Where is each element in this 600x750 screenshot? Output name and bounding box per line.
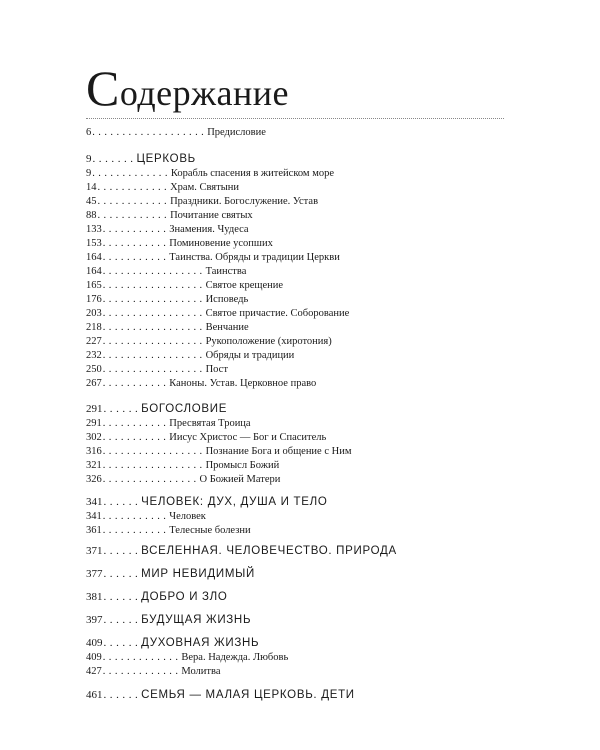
toc-page-number: 341 [86,496,103,508]
toc-entry[interactable] [86,349,294,362]
toc-leader: . . . . . . . . . . . . . [92,168,168,179]
toc-leader: . . . . . . [103,591,139,603]
toc-page-number: 88 [86,210,97,221]
toc-entry[interactable] [86,431,326,444]
toc-entry[interactable] [86,473,280,486]
toc-label: Пресвятая Троица [169,418,251,429]
toc-entry[interactable] [86,510,206,523]
toc-leader: . . . . . . [103,403,139,415]
toc-page-number: 291 [86,418,102,429]
toc-entry[interactable] [86,651,288,664]
toc-page-number: 133 [86,224,102,235]
toc-section[interactable] [86,496,327,509]
toc-page-number: 6 [86,127,92,138]
toc-leader: . . . . . . . . . . . . . . . . . [102,446,203,457]
toc-leader: . . . . . . . . . . . [102,238,167,249]
toc-label: Храм. Святыни [170,182,239,193]
toc-label: Поминовение усопших [169,238,273,249]
toc-section[interactable] [86,153,196,166]
toc-leader: . . . . . . . . . . . [102,418,167,429]
toc-label: ДУХОВНАЯ ЖИЗНЬ [141,637,260,649]
toc-page-number: 321 [86,460,102,471]
toc-leader: . . . . . . . . . . . . . . . . . [102,460,203,471]
toc-label: Пост [205,364,228,375]
toc-page-number: 427 [86,666,102,677]
page-title [86,60,289,117]
toc-entry[interactable] [86,307,349,320]
toc-page-number: 397 [86,614,103,626]
toc-leader: . . . . . . [103,496,139,508]
toc-label: ВСЕЛЕННАЯ. ЧЕЛОВЕЧЕСТВО. ПРИРОДА [141,545,397,557]
toc-label: Молитва [181,666,221,677]
toc-page-number: 164 [86,266,102,277]
toc-entry[interactable] [86,321,249,334]
toc-entry[interactable] [86,167,334,180]
toc-page-number: 341 [86,511,102,522]
toc-label: Иисус Христос — Бог и Спаситель [169,432,327,443]
toc-leader: . . . . . . . . . . . . [97,196,168,207]
toc-leader: . . . . . . . . . . . . . . . . . . . [92,127,205,138]
toc-label: Вера. Надежда. Любовь [181,652,289,663]
toc-page-number: 316 [86,446,102,457]
toc-entry[interactable] [86,181,239,194]
title-rest: одержание [119,73,289,113]
toc-page-number: 45 [86,196,97,207]
toc-page-number: 14 [86,182,97,193]
toc-page-number: 267 [86,378,102,389]
toc-label: БУДУЩАЯ ЖИЗНЬ [141,614,252,626]
toc-leader: . . . . . . . . . . . . . . . . . [102,308,203,319]
toc-leader: . . . . . . . . . . . . . . . . . [102,350,203,361]
toc-label: Промысл Божий [205,460,280,471]
toc-page-number: 361 [86,525,102,536]
toc-leader: . . . . . . . . . . . . . . . . . [102,280,203,291]
toc-page-number: 176 [86,294,102,305]
toc-entry[interactable] [86,377,316,390]
toc-section[interactable] [86,637,259,650]
toc-leader: . . . . . . [103,689,139,701]
toc-entry[interactable] [86,665,221,678]
toc-page-number: 165 [86,280,102,291]
toc-entry[interactable] [86,209,253,222]
toc-entry[interactable] [86,126,266,139]
toc-label: Каноны. Устав. Церковное право [169,378,317,389]
toc-leader: . . . . . . . . . . . . . . . . [102,474,197,485]
toc-section[interactable] [86,403,227,416]
toc-entry[interactable] [86,524,251,537]
toc-leader: . . . . . . . . . . . [102,252,167,263]
toc-label: О Божией Матери [199,474,281,485]
toc-entry[interactable] [86,265,246,278]
toc-leader: . . . . . . [103,637,139,649]
toc-leader: . . . . . . . . . . . [102,432,167,443]
toc-entry[interactable] [86,195,318,208]
toc-label: Венчание [205,322,249,333]
toc-page-number: 9 [86,168,92,179]
toc-page-number: 291 [86,403,103,415]
toc-section[interactable] [86,568,255,581]
toc-label: Таинства [205,266,247,277]
toc-leader: . . . . . . . . . . . . . . . . . [102,266,203,277]
toc-entry[interactable] [86,445,351,458]
toc-section[interactable] [86,591,227,604]
toc-label: ЧЕЛОВЕК: ДУХ, ДУША И ТЕЛО [141,496,328,508]
toc-label: Человек [169,511,206,522]
toc-section[interactable] [86,545,397,558]
toc-entry[interactable] [86,335,332,348]
toc-leader: . . . . . . . . . . . . [97,210,168,221]
toc-leader: . . . . . . . . . . . . . . . . . [102,336,203,347]
toc-label: Телесные болезни [169,525,251,536]
toc-page-number: 377 [86,568,103,580]
toc-entry[interactable] [86,459,279,472]
toc-entry[interactable] [86,363,228,376]
toc-label: БОГОСЛОВИЕ [141,403,228,415]
toc-section[interactable] [86,614,251,627]
toc-label: МИР НЕВИДИМЫЙ [141,568,255,580]
toc-label: Предисловие [207,127,266,138]
toc-page-number: 461 [86,689,103,701]
toc-leader: . . . . . . . . . . . [102,378,167,389]
toc-label: Почитание святых [170,210,253,221]
toc-entry[interactable] [86,223,249,236]
toc-label: Познание Бога и общение с Ним [205,446,352,457]
toc-entry[interactable] [86,237,273,250]
title-initial: С [86,60,120,116]
toc-leader: . . . . . . . . . . . [102,224,167,235]
toc-label: Таинства. Обряды и традиции Церкви [169,252,340,263]
toc-page-number: 326 [86,474,102,485]
toc-entry[interactable] [86,251,340,264]
toc-page-number: 153 [86,238,102,249]
toc-page-number: 9 [86,153,92,165]
toc-leader: . . . . . . . . . . . . [97,182,168,193]
title-divider [86,118,504,119]
toc-leader: . . . . . . . [92,153,134,165]
toc-entry[interactable] [86,279,283,292]
toc-leader: . . . . . . . . . . . . . . . . . [102,364,203,375]
toc-label: Рукоположение (хиротония) [205,336,332,347]
toc-leader: . . . . . . . . . . . . . . . . . [102,322,203,333]
toc-label: ЦЕРКОВЬ [136,153,196,165]
toc-leader: . . . . . . . . . . . [102,525,167,536]
toc-label: СЕМЬЯ — МАЛАЯ ЦЕРКОВЬ. ДЕТИ [141,689,355,701]
toc-section[interactable] [86,689,355,702]
toc-leader: . . . . . . . . . . . . . [102,666,179,677]
toc-page-number: 371 [86,545,103,557]
toc-page-number: 203 [86,308,102,319]
toc-page-number: 409 [86,637,103,649]
toc-page-number: 232 [86,350,102,361]
toc-page-number: 409 [86,652,102,663]
toc-label: ДОБРО И ЗЛО [141,591,228,603]
toc-label: Знамения. Чудеса [169,224,249,235]
toc-leader: . . . . . . . . . . . . . [102,652,179,663]
toc-label: Корабль спасения в житейском море [170,168,335,179]
toc-label: Святое крещение [205,280,284,291]
toc-leader: . . . . . . . . . . . [102,511,167,522]
toc-page-number: 227 [86,336,102,347]
toc-page-number: 381 [86,591,103,603]
toc-leader: . . . . . . . . . . . . . . . . . [102,294,203,305]
toc-page-number: 218 [86,322,102,333]
toc-leader: . . . . . . [103,614,139,626]
toc-label: Праздники. Богослужение. Устав [170,196,319,207]
toc-label: Святое причастие. Соборование [205,308,350,319]
toc-leader: . . . . . . [103,545,139,557]
toc-label: Обряды и традиции [205,350,295,361]
toc-page-number: 250 [86,364,102,375]
toc-page-number: 302 [86,432,102,443]
toc-page-number: 164 [86,252,102,263]
toc-label: Исповедь [205,294,249,305]
toc-entry[interactable] [86,417,251,430]
toc-leader: . . . . . . [103,568,139,580]
toc-entry[interactable] [86,293,248,306]
